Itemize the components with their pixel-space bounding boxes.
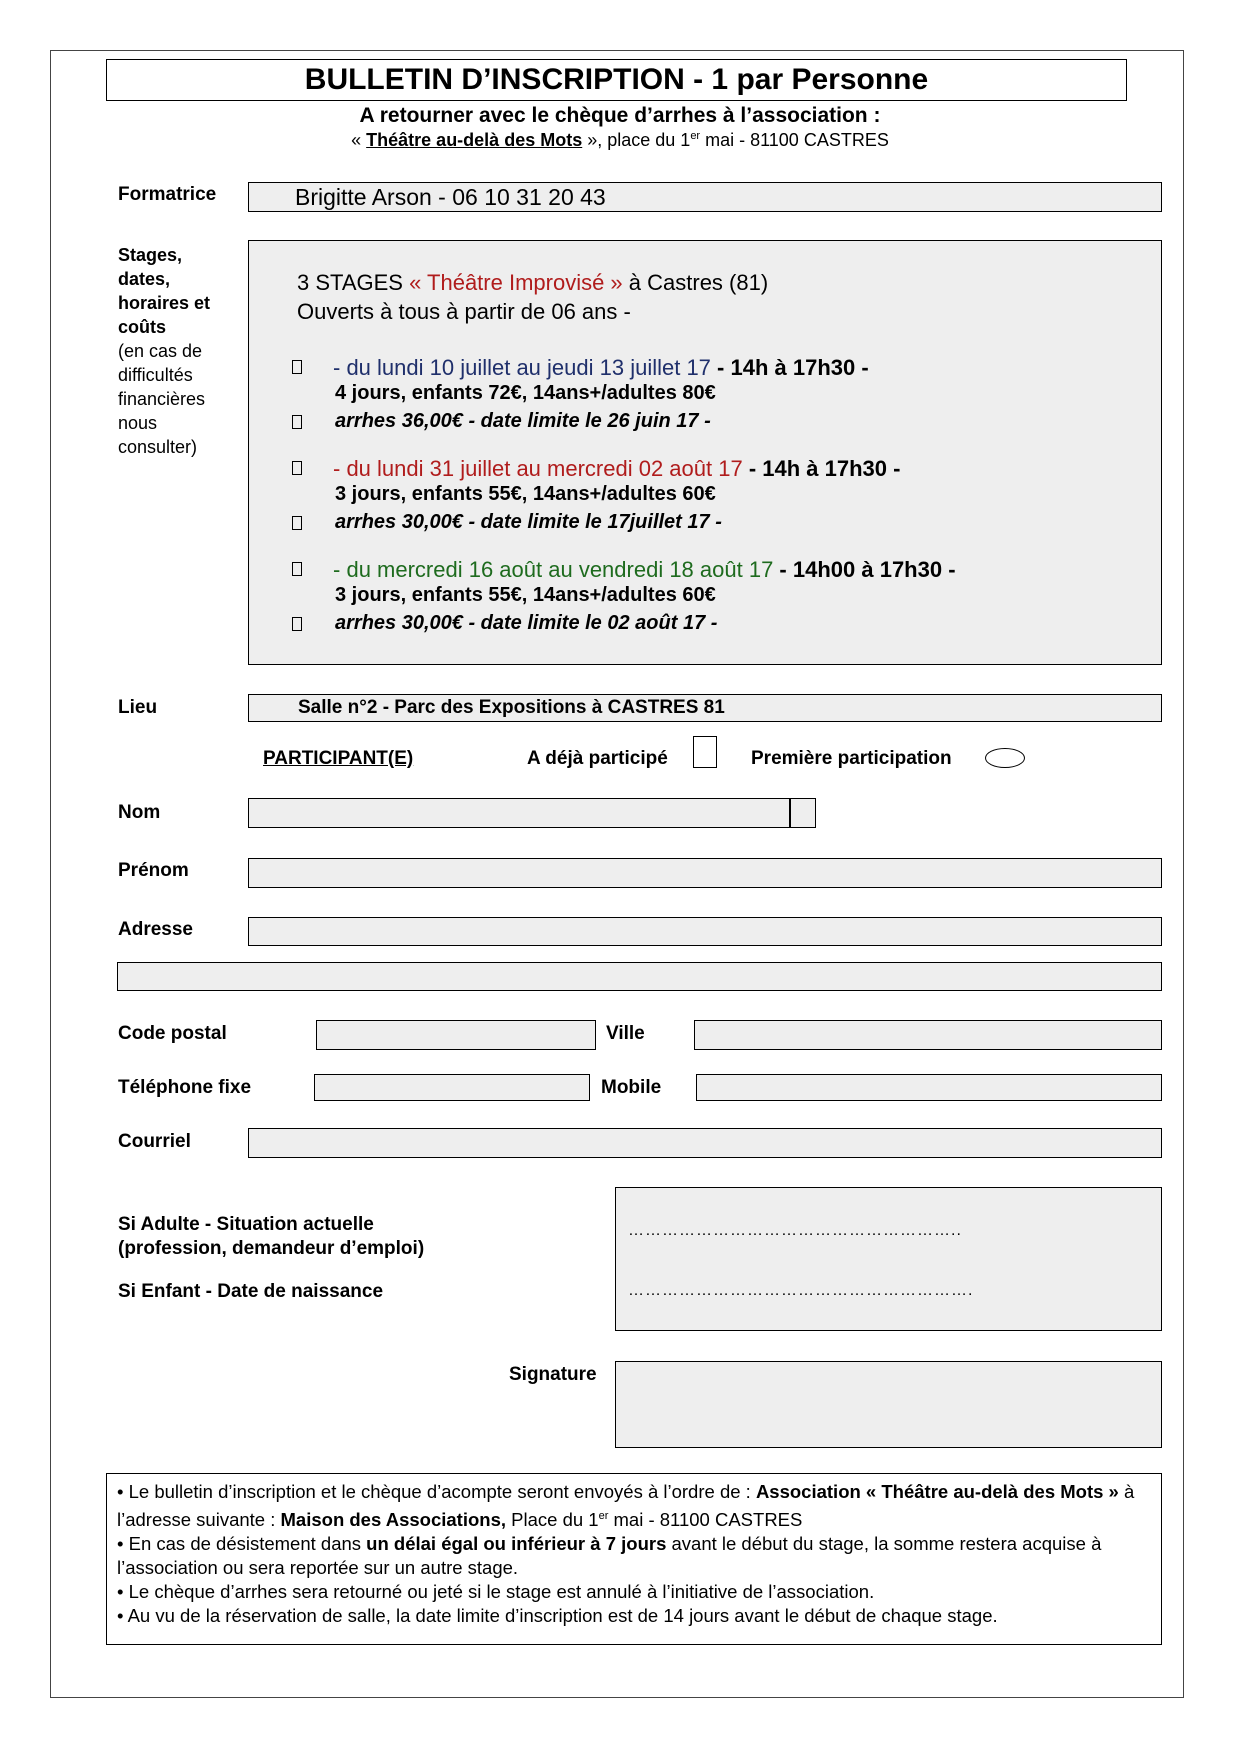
- stages-label: [118, 243, 238, 459]
- stages-intro: [297, 270, 768, 296]
- tel-fixe-label: Téléphone fixe: [118, 1077, 252, 1098]
- stage3-hours: - 14h00 à 17h30 -: [773, 557, 956, 582]
- ville-input[interactable]: [694, 1020, 1162, 1050]
- stage2-hours: - 14h à 17h30 -: [742, 456, 901, 481]
- ville-label: Ville: [606, 1023, 645, 1044]
- stage3-dates: du mercredi 16 août au vendredi 18 août 17: [346, 557, 774, 582]
- already-participated-label: A déjà participé: [527, 748, 668, 769]
- first-participation-label: Première participation: [751, 748, 952, 769]
- fn1e: Place du 1: [506, 1509, 599, 1531]
- mobile-input[interactable]: [696, 1074, 1162, 1101]
- footer-notes: [106, 1473, 1162, 1645]
- stage3-prices: 3 jours, enfants 55€, 14ans+/adultes 60€: [335, 584, 716, 606]
- lieu-box: [248, 694, 1162, 722]
- tel-fixe-input[interactable]: [314, 1074, 590, 1101]
- assoc-rest: mai - 81100 CASTRES: [700, 130, 889, 150]
- adresse-input-2[interactable]: [117, 962, 1162, 991]
- lieu-value: Salle n°2 - Parc des Expositions à CASTRES 81: [298, 697, 725, 718]
- prenom-input[interactable]: [248, 858, 1162, 888]
- first-participation-radio[interactable]: [985, 748, 1025, 768]
- formatrice-value: Brigitte Arson - 06 10 31 20 43: [295, 184, 606, 210]
- code-postal-input[interactable]: [316, 1020, 596, 1050]
- nom-input[interactable]: [248, 798, 816, 828]
- stage3-deposit-checkbox[interactable]: [292, 617, 302, 631]
- fn2c: avant le début du stage, la somme restera acquise à l’association ou sera reportée sur un autre stage.: [117, 1533, 1102, 1579]
- intro-a: 3 STAGES: [297, 270, 410, 295]
- stage3-dates-line: [333, 557, 956, 583]
- assoc-sup: er: [690, 130, 701, 142]
- stage1-deposit-checkbox[interactable]: [292, 415, 302, 429]
- stage2-prices: 3 jours, enfants 55€, 14ans+/adultes 60€: [335, 483, 716, 505]
- stage2-checkbox[interactable]: [292, 461, 302, 475]
- mobile-label: Mobile: [601, 1077, 662, 1098]
- form-title: BULLETIN D’INSCRIPTION - 1 par Personne: [106, 59, 1127, 101]
- adult-situation-note: (profession, demandeur d’emploi): [118, 1238, 425, 1259]
- fn2b: un délai égal ou inférieur à 7 jours: [366, 1533, 667, 1555]
- fn1d: Maison des Associations,: [280, 1509, 507, 1531]
- association-name: Théâtre au-delà des Mots: [366, 130, 583, 150]
- stage1-prices: 4 jours, enfants 72€, 14ans+/adultes 80€: [335, 382, 716, 404]
- footer-note-4: • Au vu de la réservation de salle, la date limite d’inscription est de 14 jours avant le début de chaque stage.: [117, 1605, 998, 1627]
- situation-dots-adult: …………………………………………………..: [628, 1222, 962, 1239]
- formatrice-label: Formatrice: [118, 184, 217, 205]
- stages-age: Ouverts à tous à partir de 06 ans -: [297, 299, 631, 324]
- code-postal-label: Code postal: [118, 1023, 227, 1044]
- already-participated-checkbox[interactable]: [693, 736, 717, 768]
- nom-label: Nom: [118, 802, 161, 823]
- footer-note-2: [117, 1532, 1151, 1580]
- adresse-label: Adresse: [118, 919, 193, 940]
- stage1-checkbox[interactable]: [292, 360, 302, 374]
- stage2-dates: - du lundi 31 juillet au mercredi 02 août 17: [333, 456, 743, 481]
- lieu-label: Lieu: [118, 697, 158, 718]
- prenom-label: Prénom: [118, 860, 189, 881]
- stage3-checkbox[interactable]: [292, 562, 302, 576]
- footer-note-1: [117, 1480, 1151, 1532]
- participant-heading: PARTICIPANT(E): [263, 748, 414, 769]
- nom-input-divider: [789, 799, 791, 827]
- intro-title: « Théâtre Improvisé »: [409, 270, 629, 295]
- footer-note-3: • Le chèque d’arrhes sera retourné ou jeté si le stage est annulé à l’initiative de l’association.: [117, 1581, 875, 1603]
- association-address: [0, 130, 1240, 151]
- child-birthdate-label: Si Enfant - Date de naissance: [118, 1281, 384, 1302]
- fn1b: Association « Théâtre au-delà des Mots »: [755, 1481, 1119, 1502]
- adult-situation-label: Si Adulte - Situation actuelle: [118, 1214, 374, 1235]
- fn1a: • Le bulletin d’inscription et le chèque d’acompte seront envoyés à l’ordre de :: [117, 1481, 756, 1502]
- assoc-open: «: [351, 130, 367, 150]
- fn1f: mai - 81100 CASTRES: [608, 1509, 803, 1531]
- stage3-deposit: arrhes 30,00€ - date limite le 02 août 17 -: [335, 612, 718, 634]
- stage1-dates-line: [333, 355, 869, 381]
- intro-c: à Castres (81): [628, 270, 769, 295]
- stages-label-note: (en cas de difficultés financières nous consulter): [118, 341, 206, 457]
- assoc-close: », place du 1: [582, 130, 691, 150]
- stage2-dates-line: [333, 456, 900, 482]
- stage1-deposit: arrhes 36,00€ - date limite le 26 juin 17 -: [335, 410, 711, 432]
- signature-label: Signature: [509, 1364, 597, 1385]
- adresse-input-1[interactable]: [248, 917, 1162, 946]
- stage2-deposit: arrhes 30,00€ - date limite le 17juillet 17 -: [335, 511, 722, 533]
- return-instructions: A retourner avec le chèque d’arrhes à l’association :: [359, 104, 881, 127]
- stage1-dates: - du lundi 10 juillet au jeudi 13 juillet 17: [333, 355, 711, 380]
- fn1c: à l’adresse suivante :: [117, 1481, 1135, 1531]
- situation-box[interactable]: [615, 1187, 1162, 1331]
- fn1sup: er: [598, 1510, 609, 1522]
- stage1-hours: - 14h à 17h30 -: [710, 355, 869, 380]
- stage3-dash: -: [333, 557, 347, 582]
- stages-label-bold: Stages, dates, horaires et coûts: [118, 245, 211, 337]
- courriel-input[interactable]: [248, 1128, 1162, 1158]
- fn2a: • En cas de désistement dans: [117, 1533, 367, 1555]
- formatrice-box: [248, 182, 1162, 212]
- stage2-deposit-checkbox[interactable]: [292, 516, 302, 530]
- situation-dots-child: …………………………………………………….: [628, 1282, 974, 1299]
- courriel-label: Courriel: [118, 1131, 191, 1152]
- signature-box[interactable]: [615, 1361, 1162, 1448]
